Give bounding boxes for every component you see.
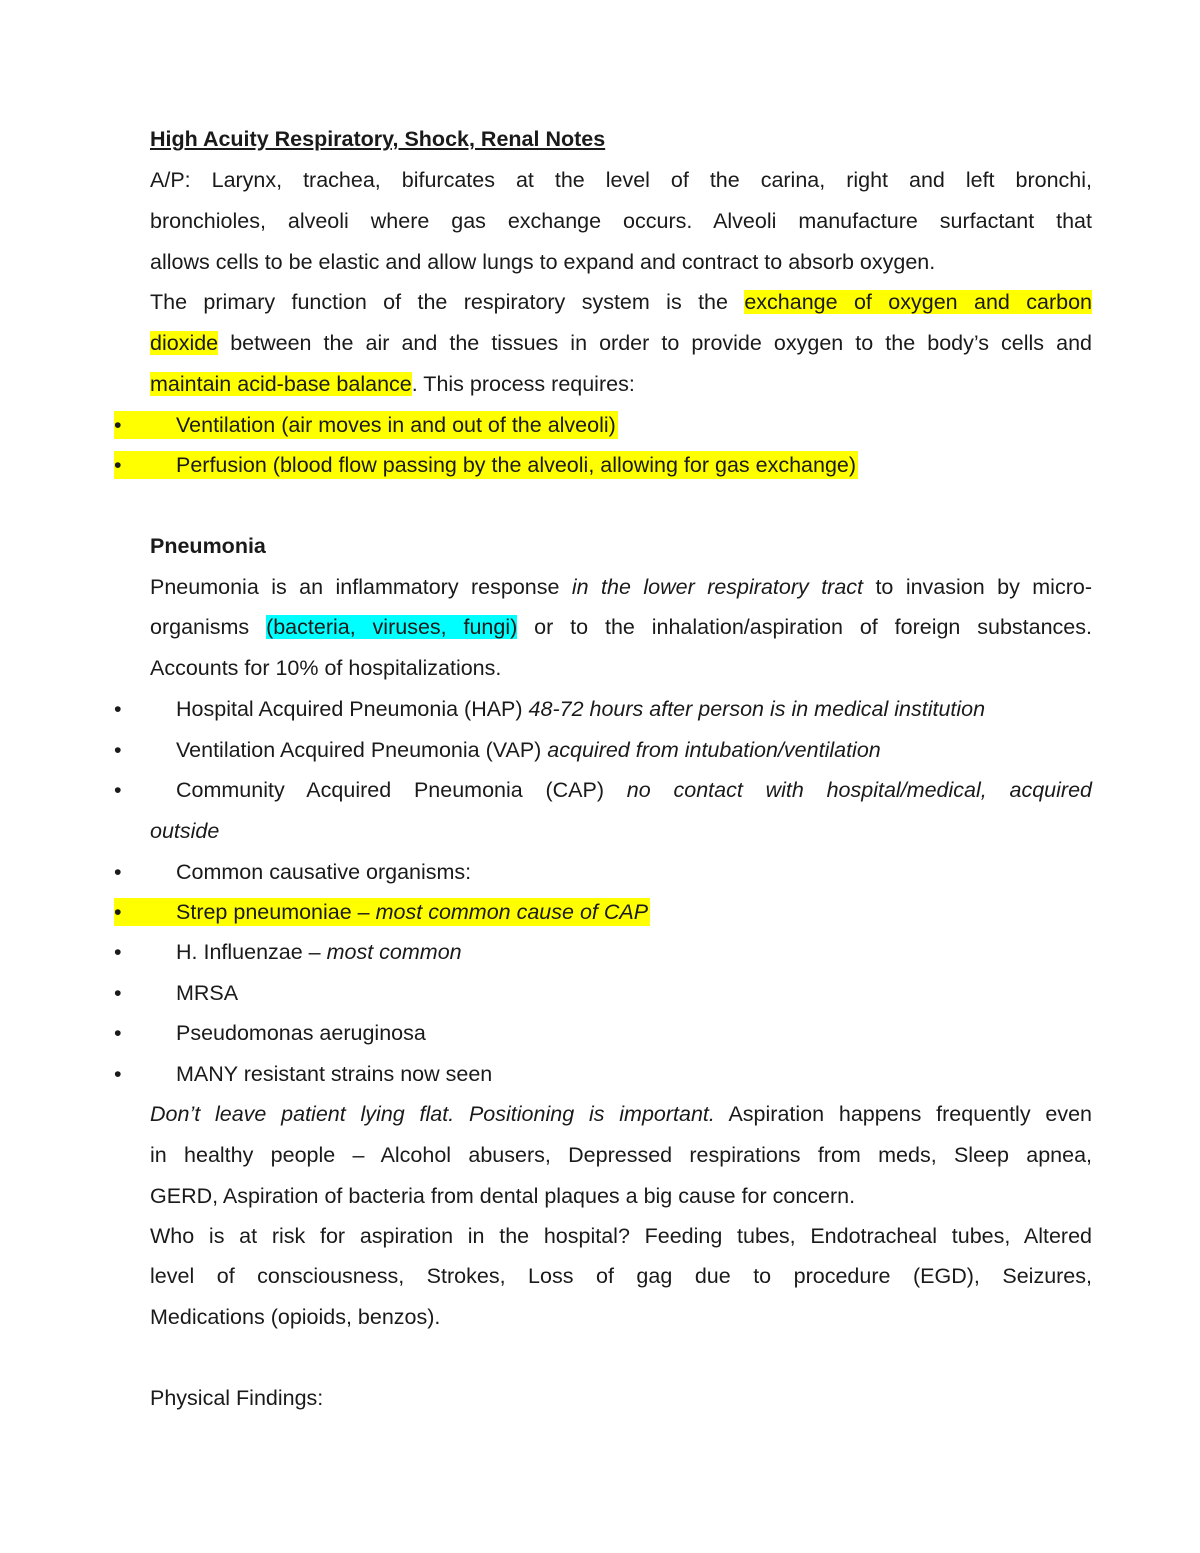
bullet-icon: • <box>114 778 122 802</box>
list-item <box>114 858 1092 886</box>
text: Pneumonia is an inflammatory response <box>150 575 572 599</box>
bullet-icon: • <box>114 940 122 964</box>
bullet-icon: • <box>114 981 122 1005</box>
list-item <box>114 898 1092 926</box>
list-item <box>114 1019 1092 1047</box>
primary-text: . This process requires: <box>411 372 635 396</box>
italic-text: 48-72 hours after person is in medical institution <box>528 697 986 721</box>
document-title: High Acuity Respiratory, Shock, Renal Notes <box>150 127 606 151</box>
list-item <box>114 736 1092 764</box>
bullet-icon: • <box>114 1021 122 1045</box>
italic-text: Don’t leave patient lying flat. Positioning is important. <box>150 1102 715 1126</box>
list-item-text: Ventilation Acquired Pneumonia (VAP) <box>176 738 548 762</box>
primary-line-3 <box>150 370 1092 398</box>
primary-text: between the air and the tissues in order to provide oxygen to the body’s cells and <box>218 331 1092 355</box>
text: or to the inhalation/aspiration of foreign substances. <box>517 615 1092 639</box>
list-item-text: Ventilation (air moves in and out of the alveoli) <box>176 413 616 437</box>
bullet-icon: • <box>114 860 122 884</box>
bullet-icon: • <box>114 697 122 721</box>
text: to invasion by micro- <box>863 575 1092 599</box>
cyan-highlight: (bacteria, viruses, fungi) <box>266 615 518 639</box>
list-item-text: H. Influenzae – <box>176 940 327 964</box>
primary-highlight: exchange of oxygen and carbon <box>744 290 1092 314</box>
text: organisms <box>150 615 267 639</box>
bullet-icon: • <box>114 413 122 437</box>
risk-line-1: Who is at risk for aspiration in the hospital? Feeding tubes, Endotracheal tubes, Altered <box>150 1224 1092 1248</box>
list-item <box>114 695 1092 723</box>
list-item-text: Hospital Acquired Pneumonia (HAP) <box>176 697 529 721</box>
primary-highlight: maintain acid-base balance <box>150 372 412 396</box>
physical-findings-label: Physical Findings: <box>150 1386 324 1410</box>
italic-text: most common <box>326 940 462 964</box>
list-item-text: Pseudomonas aeruginosa <box>176 1021 426 1045</box>
list-item <box>114 451 1092 479</box>
section-heading: Pneumonia <box>150 534 266 558</box>
list-item <box>114 776 1092 804</box>
list-item-continuation: outside <box>150 819 220 843</box>
list-item-text: Community Acquired Pneumonia (CAP) <box>176 778 627 802</box>
ap-line-3: allows cells to be elastic and allow lungs to expand and contract to absorb oxygen. <box>150 250 936 274</box>
bullet-icon: • <box>114 900 122 924</box>
aspiration-line-2: in healthy people – Alcohol abusers, Depressed respirations from meds, Sleep apnea, <box>150 1143 1092 1167</box>
bullet-icon: • <box>114 738 122 762</box>
list-item <box>114 411 1092 439</box>
list-item-text: MANY resistant strains now seen <box>176 1062 493 1086</box>
text: Aspiration happens frequently even <box>714 1102 1092 1126</box>
list-item-text: MRSA <box>176 981 239 1005</box>
ap-line-2: bronchioles, alveoli where gas exchange occurs. Alveoli manufacture surfactant that <box>150 209 1092 233</box>
italic-text: acquired from intubation/ventilation <box>547 738 881 762</box>
list-item <box>114 979 1092 1007</box>
risk-line-3: Medications (opioids, benzos). <box>150 1305 441 1329</box>
bullet-icon: • <box>114 1062 122 1086</box>
primary-highlight: dioxide <box>150 331 219 355</box>
aspiration-line-1 <box>150 1100 1092 1128</box>
list-item-text: Strep pneumoniae – <box>176 900 376 924</box>
risk-line-2: level of consciousness, Strokes, Loss of gag due to procedure (EGD), Seizures, <box>150 1264 1092 1288</box>
pneumonia-line-2 <box>150 613 1092 641</box>
list-item <box>114 1060 1092 1088</box>
italic-text: no contact with hospital/medical, acquired <box>626 778 1092 802</box>
list-item-text: Common causative organisms: <box>176 860 472 884</box>
italic-text: in the lower respiratory tract <box>571 575 864 599</box>
list-item-text: Perfusion (blood flow passing by the alveoli, allowing for gas exchange) <box>176 453 857 477</box>
pneumonia-line-3: Accounts for 10% of hospitalizations. <box>150 656 502 680</box>
aspiration-line-3: GERD, Aspiration of bacteria from dental plaques a big cause for concern. <box>150 1184 856 1208</box>
bullet-icon: • <box>114 453 122 477</box>
italic-text: most common cause of CAP <box>375 900 649 924</box>
list-item <box>114 938 1092 966</box>
primary-text: The primary function of the respiratory system is the <box>150 290 745 314</box>
ap-line-1: A/P: Larynx, trachea, bifurcates at the level of the carina, right and left bronchi, <box>150 168 1092 192</box>
primary-line-1 <box>150 288 1092 316</box>
primary-line-2 <box>150 329 1092 357</box>
pneumonia-line-1 <box>150 573 1092 601</box>
